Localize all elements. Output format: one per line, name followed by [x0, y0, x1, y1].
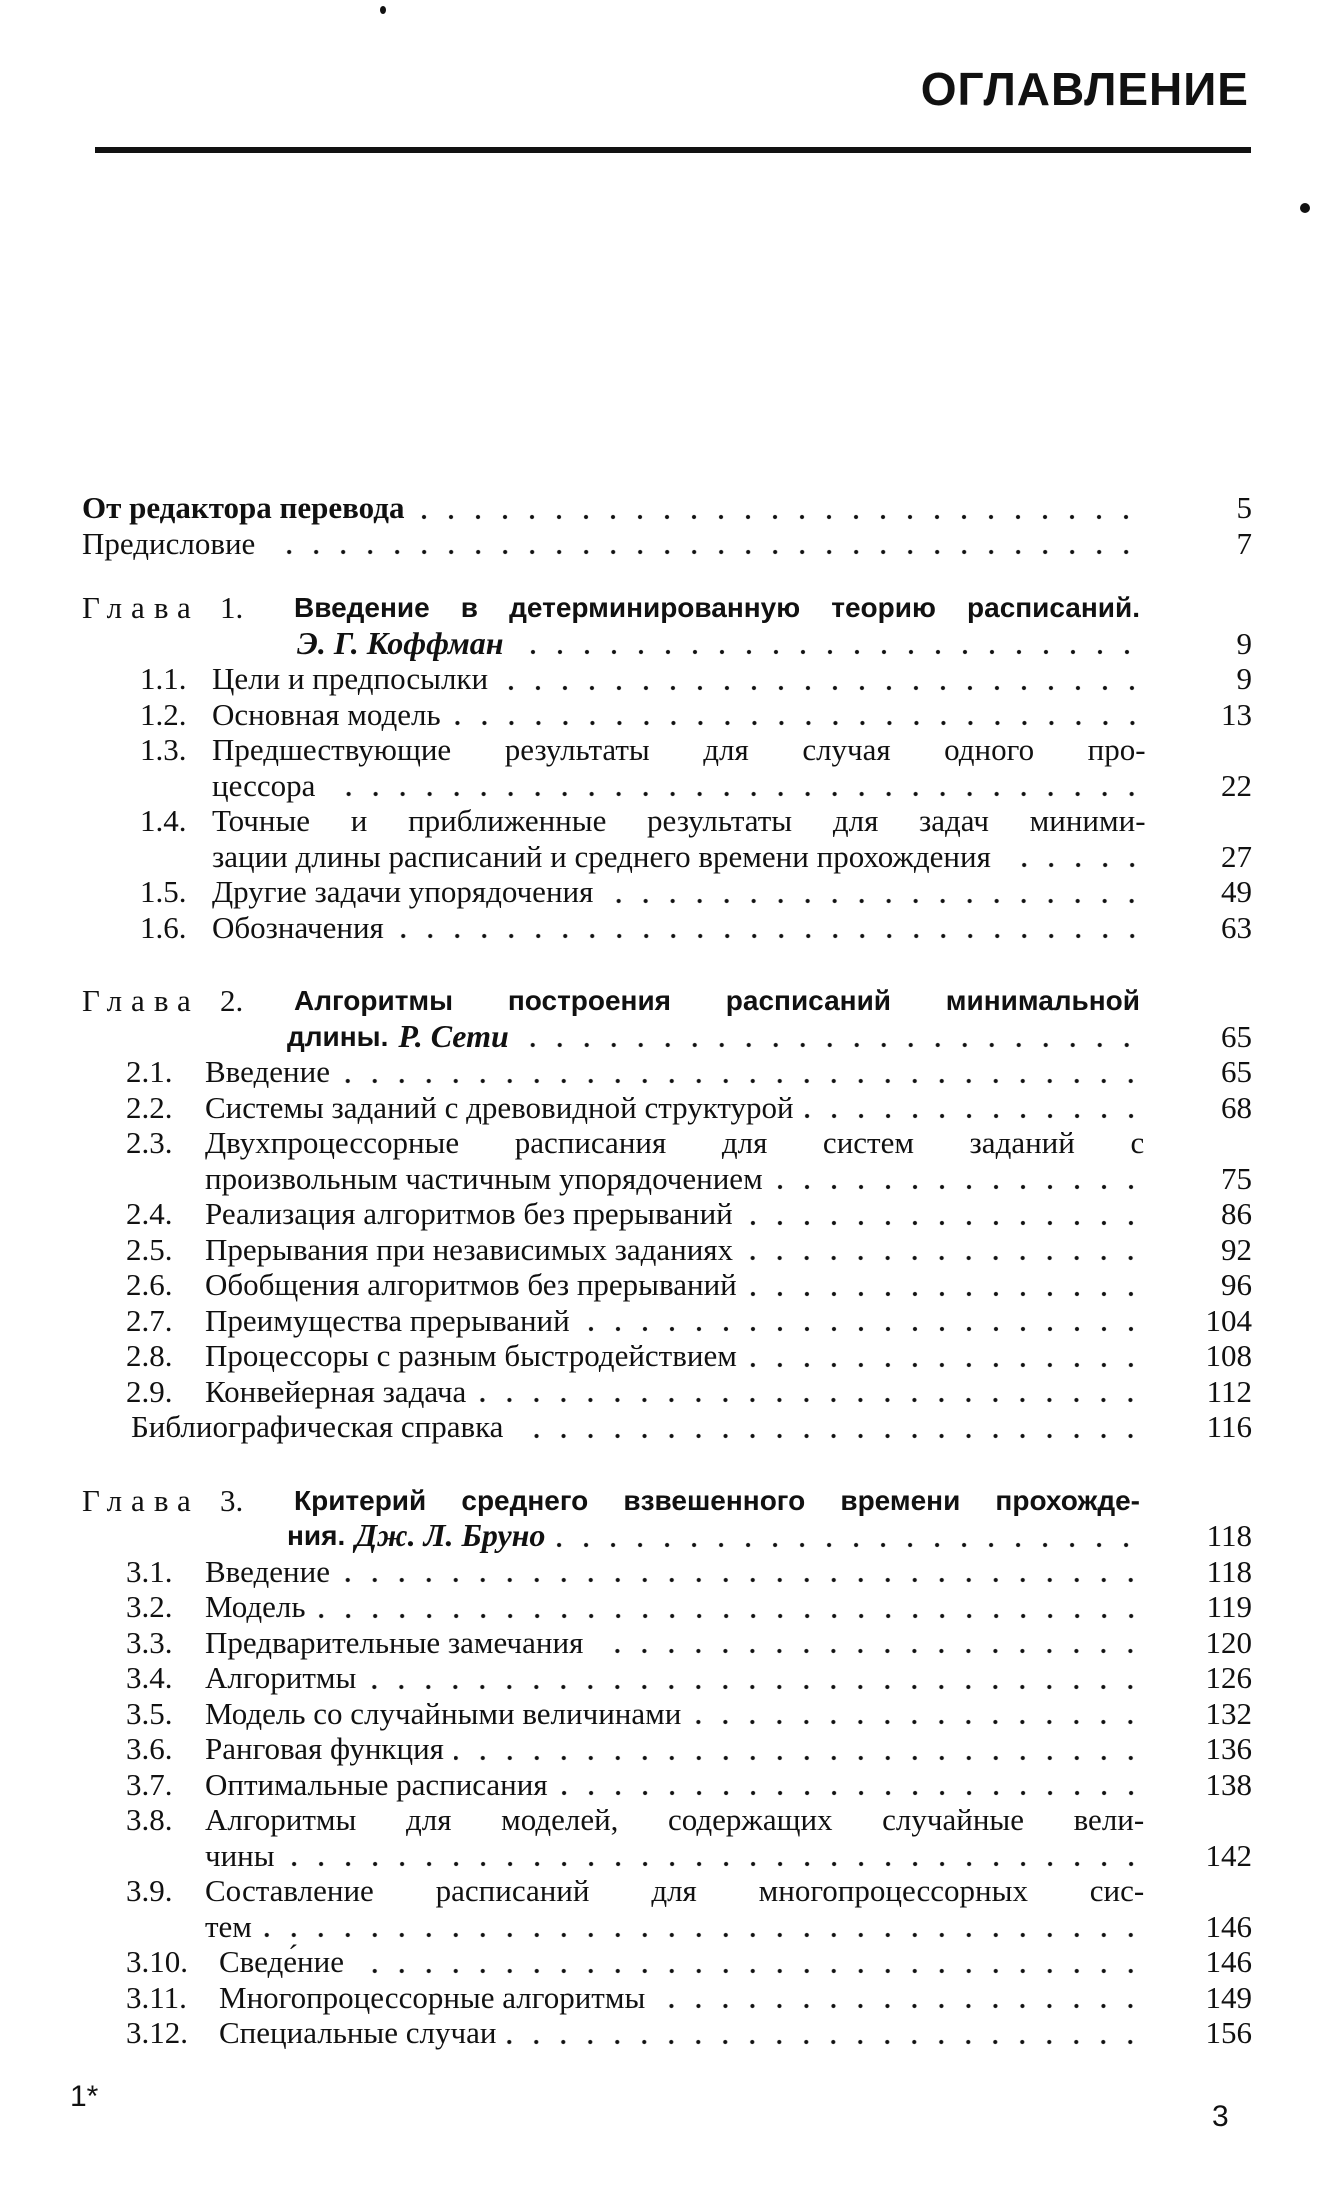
page-title: ОГЛАВЛЕНИЕ — [920, 63, 1249, 115]
dot-leader — [394, 910, 1146, 946]
entry-text — [82, 910, 1146, 946]
dot-leader — [747, 1267, 1144, 1303]
dot-leader — [747, 1338, 1144, 1374]
entry-text — [82, 874, 1146, 910]
entry-text — [82, 768, 1146, 804]
page-ref: 22 — [1221, 767, 1252, 803]
toc-entry-section[interactable] — [82, 1090, 1252, 1126]
toc-entry-section[interactable] — [82, 1054, 1252, 1090]
entry-text — [82, 1125, 1144, 1161]
section-number: 3.9. — [126, 1873, 173, 1908]
section-number: 1.5. — [140, 874, 187, 909]
section-number: 3.7. — [126, 1766, 173, 1802]
entry-text — [82, 1909, 1144, 1945]
section-title: Преимущества прерываний — [205, 1302, 570, 1338]
dot-leader — [804, 1090, 1145, 1126]
toc-entry-section[interactable] — [82, 732, 1252, 768]
entry-text — [82, 590, 1140, 626]
chapter-title-cont: ния. — [287, 1520, 346, 1551]
toc-entry-section[interactable] — [82, 1696, 1252, 1732]
entry-text — [82, 1161, 1144, 1197]
section-title: Сведе́ние — [219, 1944, 344, 1979]
chapter-title: Введение в детерминированную теорию расписаний. — [294, 592, 1140, 623]
dot-leader — [519, 1019, 1140, 1055]
page-ref: 9 — [1236, 625, 1252, 661]
page-ref: 119 — [1206, 1589, 1252, 1624]
dot-leader — [340, 1554, 1144, 1590]
toc-entry-section[interactable] — [82, 1409, 1252, 1445]
toc-entry-section[interactable] — [82, 1625, 1252, 1661]
section-number: 3.12. — [126, 2015, 188, 2050]
section-number: 3.8. — [126, 1802, 173, 1837]
chapter-heading[interactable] — [82, 590, 1252, 626]
chapter-author: Р. Сети — [398, 1017, 509, 1054]
section-number: 1.6. — [140, 909, 187, 945]
entry-text — [82, 1838, 1144, 1874]
dot-leader — [558, 1767, 1145, 1803]
section-title: Конвейерная задача — [205, 1373, 467, 1409]
section-number: 3.11. — [126, 1979, 187, 2015]
dot-leader — [555, 1518, 1140, 1554]
entry-text — [82, 1980, 1144, 2016]
toc-entry-section[interactable] — [82, 661, 1252, 697]
entry-text — [82, 1303, 1144, 1339]
section-number: 1.1. — [140, 661, 187, 696]
section-number: 1.4. — [140, 803, 187, 838]
dot-leader — [285, 1838, 1145, 1874]
toc-entry-section[interactable] — [82, 1909, 1252, 1945]
section-number: 3.5. — [126, 1695, 173, 1731]
entry-text — [82, 983, 1140, 1019]
title-rule — [95, 147, 1251, 153]
section-title: Обозначения — [212, 909, 384, 945]
section-title: зации длины расписаний и среднего времени прохождения — [212, 838, 991, 874]
section-number: 3.6. — [126, 1731, 173, 1766]
section-number: 2.9. — [126, 1373, 173, 1409]
chapter-title-cont: длины. — [287, 1020, 389, 1052]
dot-leader — [316, 1589, 1145, 1625]
section-title: Предварительные замечания — [205, 1624, 584, 1660]
page-ref: 132 — [1205, 1695, 1252, 1731]
toc-entry-section[interactable] — [82, 1589, 1252, 1625]
dot-leader — [354, 1944, 1144, 1980]
chapter-heading[interactable] — [82, 983, 1252, 1019]
entry-text — [82, 1873, 1144, 1909]
section-title: Многопроцессорные алгоритмы — [219, 1979, 646, 2015]
page-ref: 86 — [1221, 1196, 1252, 1231]
entry-text — [82, 1518, 1140, 1554]
dot-leader — [506, 2015, 1144, 2051]
entry-text — [82, 1802, 1144, 1838]
dot-leader — [265, 526, 1140, 562]
chapter-author-line[interactable] — [82, 1019, 1252, 1055]
section-title: Системы заданий с древовидной структурой — [205, 1089, 794, 1125]
toc-entry-section[interactable] — [82, 768, 1252, 804]
page-ref: 65 — [1221, 1054, 1252, 1089]
toc-entry-section[interactable] — [82, 874, 1252, 910]
entry-text — [82, 1374, 1144, 1410]
toc-entry-section[interactable] — [82, 1767, 1252, 1803]
toc-entry-section[interactable] — [82, 1660, 1252, 1696]
section-title: Библиографическая справка — [131, 1409, 504, 1444]
chapter-number: 2. — [220, 983, 244, 1018]
dot-leader — [513, 1409, 1144, 1445]
dot-leader — [655, 1980, 1144, 2016]
chapter-author: Дж. Л. Бруно — [355, 1517, 546, 1553]
dot-leader — [325, 768, 1145, 804]
section-number: 3.10. — [126, 1944, 188, 1979]
section-number: 2.8. — [126, 1338, 173, 1373]
chapter-number: 3. — [220, 1482, 244, 1518]
entry-text — [82, 1196, 1144, 1232]
toc-entry-section[interactable] — [82, 1731, 1252, 1767]
entry-text — [82, 1625, 1144, 1661]
page-ref: 146 — [1205, 1908, 1252, 1944]
section-number: 2.6. — [126, 1267, 173, 1302]
page-ref: 126 — [1205, 1660, 1252, 1695]
section-title: Реализация алгоритмов без прерываний — [205, 1196, 733, 1231]
page-ref: 112 — [1206, 1373, 1252, 1409]
page-ref: 142 — [1205, 1837, 1252, 1873]
section-title: Ранговая функция — [205, 1731, 444, 1766]
section-number: 3.3. — [126, 1624, 173, 1660]
page-ref: 27 — [1221, 838, 1252, 874]
page-ref: 138 — [1205, 1766, 1252, 1802]
section-title: Специальные случаи — [219, 2015, 497, 2050]
entry-title: Предисловие — [82, 525, 256, 561]
dot-leader — [593, 1625, 1144, 1661]
toc-entry-section[interactable] — [82, 1232, 1252, 1268]
entry-text — [82, 803, 1146, 839]
toc-entry-section[interactable] — [82, 1873, 1252, 1909]
chapter-title: Критерий среднего взвешенного времени прохожде- — [294, 1484, 1140, 1516]
toc-entry-section[interactable] — [82, 1161, 1252, 1197]
section-title: Основная модель — [212, 696, 441, 732]
toc-entry-section[interactable] — [82, 1267, 1252, 1303]
section-title: Модель со случайными величинами — [205, 1695, 682, 1731]
entry-text — [82, 1483, 1140, 1519]
section-title: Другие задачи упорядочения — [212, 874, 594, 909]
entry-text — [82, 1767, 1144, 1803]
section-number: 2.2. — [126, 1089, 173, 1125]
page-ref: 96 — [1221, 1267, 1252, 1302]
entry-text — [82, 1338, 1144, 1374]
page-ref: 108 — [1205, 1338, 1252, 1373]
entry-text — [82, 2015, 1144, 2051]
section-number: 2.3. — [126, 1125, 173, 1160]
toc-entry-section[interactable] — [82, 697, 1252, 733]
signature-mark: 1* — [70, 2080, 99, 2113]
section-number: 2.7. — [126, 1302, 173, 1338]
chapter-number: 1. — [220, 590, 244, 625]
page-ref: 118 — [1206, 1518, 1252, 1553]
entry-text — [82, 1731, 1144, 1767]
scan-speck — [1300, 203, 1310, 213]
entry-text — [82, 1019, 1140, 1055]
toc-entry-section[interactable] — [82, 2015, 1252, 2051]
spacer — [82, 561, 1252, 590]
toc-entry-section[interactable] — [82, 1338, 1252, 1374]
page-ref: 149 — [1205, 1979, 1252, 2015]
page-ref: 9 — [1236, 661, 1252, 696]
dot-leader — [1001, 839, 1146, 875]
page-ref: 118 — [1206, 1553, 1252, 1589]
dot-leader — [743, 1196, 1144, 1232]
entry-text — [82, 1554, 1144, 1590]
page-ref: 120 — [1205, 1624, 1252, 1660]
section-title: произвольным частичным упорядочением — [205, 1160, 763, 1196]
dot-leader — [498, 661, 1145, 697]
section-title: Введение — [205, 1553, 330, 1589]
dot-leader — [476, 1374, 1144, 1410]
section-title: Алгоритмы для моделей, содержащих случайные вели- — [205, 1802, 1145, 1837]
section-title: цессора — [212, 767, 316, 803]
section-title: Процессоры с разным быстродействием — [205, 1338, 737, 1373]
page-ref: 49 — [1221, 874, 1252, 909]
section-title: Обобщения алгоритмов без прерываний — [205, 1267, 737, 1302]
entry-text — [82, 697, 1146, 733]
chapter-author: Э. Г. Коффман — [297, 624, 504, 661]
chapter-author-line[interactable] — [82, 626, 1252, 662]
section-title: Двухпроцессорные расписания для систем заданий с — [205, 1125, 1145, 1160]
section-number: 2.1. — [126, 1054, 173, 1089]
section-title: Предшествующие результаты для случая одного про- — [212, 732, 1146, 767]
entry-text — [82, 1090, 1144, 1126]
toc-entry-section[interactable] — [82, 1303, 1252, 1339]
entry-text — [82, 1054, 1144, 1090]
chapter-title: Алгоритмы построения расписаний минимальной — [294, 985, 1140, 1016]
page-ref: 5 — [1236, 490, 1252, 525]
table-of-contents — [82, 490, 1252, 2051]
scan-speck — [380, 6, 386, 14]
entry-text — [82, 1944, 1144, 1980]
toc-entry-front[interactable] — [82, 490, 1252, 526]
toc-entry-section[interactable] — [82, 1374, 1252, 1410]
section-title: Составление расписаний для многопроцессорных сис- — [205, 1873, 1145, 1908]
page-ref: 63 — [1221, 909, 1252, 945]
entry-text — [82, 626, 1140, 662]
entry-text — [82, 661, 1146, 697]
toc-entry-section[interactable] — [82, 839, 1252, 875]
section-number: 3.2. — [126, 1589, 173, 1624]
entry-text — [82, 1232, 1144, 1268]
page-ref: 75 — [1221, 1160, 1252, 1196]
entry-text — [82, 1409, 1145, 1445]
dot-leader — [743, 1232, 1144, 1268]
toc-entry-section[interactable] — [82, 1944, 1252, 1980]
section-title: Прерывания при независимых заданиях — [205, 1231, 734, 1267]
section-number: 3.4. — [126, 1660, 173, 1695]
page-ref: 104 — [1205, 1302, 1252, 1338]
section-title: Цели и предпосылки — [212, 661, 489, 696]
section-title: тем — [205, 1908, 252, 1944]
section-title: чины — [205, 1837, 275, 1873]
toc-entry-section[interactable] — [82, 1196, 1252, 1232]
entry-text — [82, 732, 1146, 768]
page-ref: 146 — [1205, 1944, 1252, 1979]
chapter-author-line[interactable] — [82, 1518, 1252, 1554]
page-ref: 136 — [1205, 1731, 1252, 1766]
dot-leader — [773, 1161, 1145, 1197]
dot-leader — [454, 1731, 1144, 1767]
entry-text — [82, 526, 1140, 562]
section-number: 2.5. — [126, 1231, 173, 1267]
toc-entry-section[interactable] — [82, 803, 1252, 839]
toc-entry-section[interactable] — [82, 1838, 1252, 1874]
spacer — [82, 945, 1252, 983]
entry-text — [82, 1589, 1144, 1625]
entry-text — [82, 490, 1140, 526]
entry-title: От редактора перевода — [82, 490, 405, 525]
dot-leader — [691, 1696, 1144, 1732]
entry-text — [82, 1267, 1144, 1303]
dot-leader — [340, 1054, 1144, 1090]
toc-entry-section[interactable] — [82, 1554, 1252, 1590]
section-title: Модель — [205, 1589, 306, 1624]
toc-entry-section[interactable] — [82, 910, 1252, 946]
section-title: Алгоритмы — [205, 1660, 357, 1695]
section-number: 3.1. — [126, 1553, 173, 1589]
page-ref: 116 — [1206, 1409, 1252, 1444]
spacer — [82, 1445, 1252, 1483]
section-title: Точные и приближенные результаты для задач миними- — [212, 803, 1146, 838]
section-number: 1.2. — [140, 696, 187, 732]
chapter-label: Глава — [82, 983, 200, 1018]
chapter-heading[interactable] — [82, 1483, 1252, 1519]
dot-leader — [580, 1303, 1144, 1339]
page-ref: 156 — [1205, 2015, 1252, 2050]
entry-text — [82, 1696, 1144, 1732]
page-ref: 68 — [1221, 1089, 1252, 1125]
toc-entry-section[interactable] — [82, 1980, 1252, 2016]
chapter-label: Глава — [82, 590, 200, 625]
dot-leader — [603, 874, 1145, 910]
page-ref: 7 — [1236, 525, 1252, 561]
page-ref: 65 — [1221, 1018, 1252, 1054]
page-ref: 92 — [1221, 1231, 1252, 1267]
chapter-label: Глава — [82, 1482, 200, 1518]
section-title: Оптимальные расписания — [205, 1766, 548, 1802]
entry-text — [82, 839, 1146, 875]
dot-leader — [414, 490, 1140, 526]
toc-entry-section[interactable] — [82, 1125, 1252, 1161]
dot-leader — [514, 626, 1140, 662]
dot-leader — [262, 1909, 1144, 1945]
section-number: 2.4. — [126, 1196, 173, 1231]
section-title: Введение — [205, 1054, 330, 1089]
toc-entry-front[interactable] — [82, 526, 1252, 562]
page-number: 3 — [1212, 2100, 1229, 2133]
toc-entry-section[interactable] — [82, 1802, 1252, 1838]
dot-leader — [451, 697, 1146, 733]
entry-text — [82, 1660, 1144, 1696]
page-ref: 13 — [1221, 696, 1252, 732]
dot-leader — [366, 1660, 1144, 1696]
section-number: 1.3. — [140, 732, 187, 767]
